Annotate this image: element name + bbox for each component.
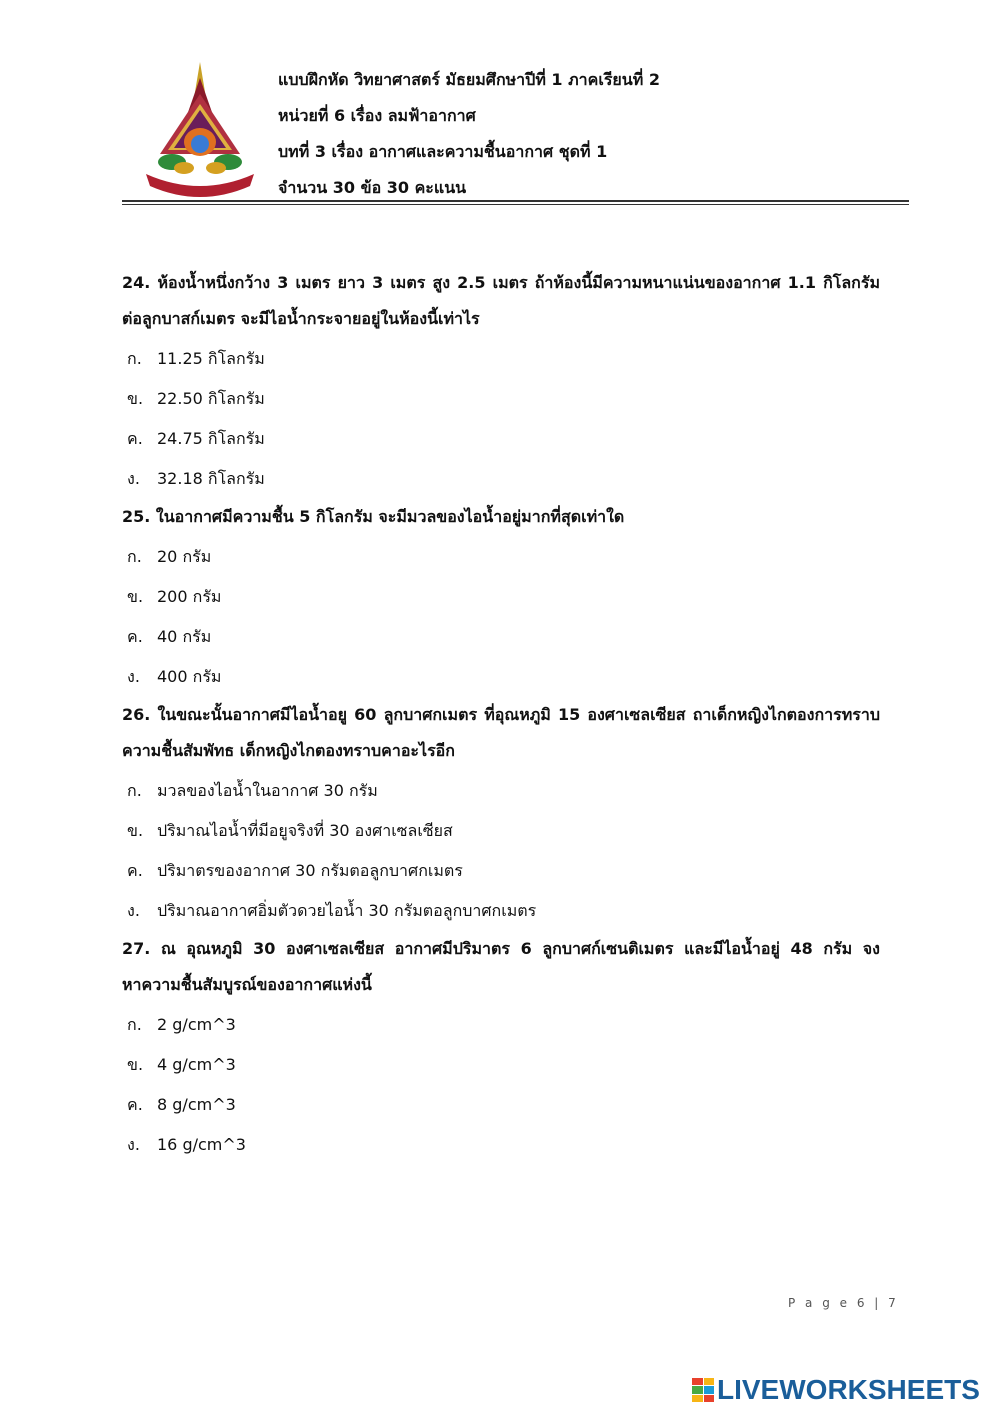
questions-section — [122, 265, 880, 1165]
option-label: ง. — [127, 1135, 140, 1154]
answer-option[interactable] — [122, 657, 880, 697]
answer-option[interactable] — [122, 1085, 880, 1125]
answer-option[interactable] — [122, 379, 880, 419]
option-text: 4 g/cm^3 — [157, 1055, 236, 1074]
header-line-chapter: บทที่ 3 เรื่อง อากาศและความชื้นอากาศ ชุดที่ 1 — [278, 142, 608, 161]
option-label: ข. — [127, 389, 144, 408]
option-text: ปริมาณไอน้ำที่มีอยูจริงที่ 30 องศาเซลเซียส — [157, 821, 453, 840]
option-label: ง. — [127, 469, 140, 488]
answer-option[interactable] — [122, 1045, 880, 1085]
option-label: ก. — [127, 547, 142, 566]
answer-option[interactable] — [122, 537, 880, 577]
question-text: 26. ในขณะนั้นอากาศมีไอน้ำอยู 60 ลูกบาศกเมตร ที่อุณหภูมิ 15 องศาเซลเซียส ถาเด็กหญิงไกตองการทราบความชื้นสัมพัทธ เด็กหญิงไกตองทราบคาอะไรอีก — [122, 705, 880, 760]
answer-options — [122, 1005, 880, 1165]
option-text: มวลของไอน้ำในอากาศ 30 กรัม — [157, 781, 378, 800]
answer-option[interactable] — [122, 1125, 880, 1165]
question-27 — [122, 931, 880, 1165]
answer-options — [122, 771, 880, 931]
option-text: 32.18 กิโลกรัม — [157, 469, 265, 488]
option-text: 24.75 กิโลกรัม — [157, 429, 265, 448]
liveworksheets-logo-icon — [692, 1378, 714, 1402]
option-text: ปริมาตรของอากาศ 30 กรัมตอลูกบาศกเมตร — [157, 861, 463, 880]
option-text: 40 กรัม — [157, 627, 212, 646]
option-text: 20 กรัม — [157, 547, 212, 566]
option-label: ก. — [127, 349, 142, 368]
option-label: ก. — [127, 781, 142, 800]
header-divider-thin — [122, 204, 909, 205]
option-label: ค. — [127, 429, 143, 448]
answer-options — [122, 339, 880, 499]
answer-option[interactable] — [122, 339, 880, 379]
question-text: 27. ณ อุณหภูมิ 30 องศาเซลเซียส อากาศมีปริมาตร 6 ลูกบาศก์เซนติเมตร และมีไอน้ำอยู่ 48 กรัม จงหาความชื้นสัมบูรณ์ของอากาศแห่งนี้ — [122, 939, 880, 994]
option-label: ง. — [127, 901, 140, 920]
question-24 — [122, 265, 880, 499]
answer-option[interactable] — [122, 577, 880, 617]
brand-name: LIVEWORKSHEETS — [717, 1374, 980, 1405]
document-header — [122, 50, 909, 205]
question-25 — [122, 499, 880, 697]
header-divider — [122, 200, 909, 202]
answer-option[interactable] — [122, 891, 880, 931]
question-text: 24. ห้องน้ำหนึ่งกว้าง 3 เมตร ยาว 3 เมตร สูง 2.5 เมตร ถ้าห้องนี้มีความหนาแน่นของอากาศ 1.1 กิโลกรัมต่อลูกบาสก์เมตร จะมีไอน้ำกระจายอยู่ในห้องนี้เท่าไร — [122, 273, 880, 328]
option-label: ค. — [127, 627, 143, 646]
option-label: ง. — [127, 667, 140, 686]
answer-options — [122, 537, 880, 697]
option-text: ปริมาณอากาศอิ่มตัวดวยไอน้ำ 30 กรัมตอลูกบาศกเมตร — [157, 901, 537, 920]
option-label: ก. — [127, 1015, 142, 1034]
option-text: 11.25 กิโลกรัม — [157, 349, 265, 368]
answer-option[interactable] — [122, 851, 880, 891]
header-line-count: จำนวน 30 ข้อ 30 คะแนน — [278, 178, 467, 197]
page-number: P a g e 6 | 7 — [788, 1296, 899, 1310]
header-line-unit: หน่วยที่ 6 เรื่อง ลมฟ้าอากาศ — [278, 106, 476, 125]
header-line-subject: แบบฝึกหัด วิทยาศาสตร์ มัธยมศึกษาปีที่ 1 ภาคเรียนที่ 2 — [278, 70, 660, 89]
answer-option[interactable] — [122, 771, 880, 811]
school-emblem-icon — [136, 58, 264, 198]
liveworksheets-brand[interactable] — [692, 1374, 980, 1406]
answer-option[interactable] — [122, 617, 880, 657]
option-label: ค. — [127, 1095, 143, 1114]
header-text — [278, 62, 660, 206]
option-label: ข. — [127, 821, 144, 840]
option-label: ค. — [127, 861, 143, 880]
option-label: ข. — [127, 587, 144, 606]
option-text: 200 กรัม — [157, 587, 222, 606]
answer-option[interactable] — [122, 459, 880, 499]
option-label: ข. — [127, 1055, 144, 1074]
question-26 — [122, 697, 880, 931]
answer-option[interactable] — [122, 811, 880, 851]
option-text: 8 g/cm^3 — [157, 1095, 236, 1114]
answer-option[interactable] — [122, 419, 880, 459]
option-text: 22.50 กิโลกรัม — [157, 389, 265, 408]
option-text: 400 กรัม — [157, 667, 222, 686]
answer-option[interactable] — [122, 1005, 880, 1045]
option-text: 2 g/cm^3 — [157, 1015, 236, 1034]
question-text: 25. ในอากาศมีความชื้น 5 กิโลกรัม จะมีมวลของไอน้ำอยู่มากที่สุดเท่าใด — [122, 507, 625, 526]
option-text: 16 g/cm^3 — [157, 1135, 246, 1154]
